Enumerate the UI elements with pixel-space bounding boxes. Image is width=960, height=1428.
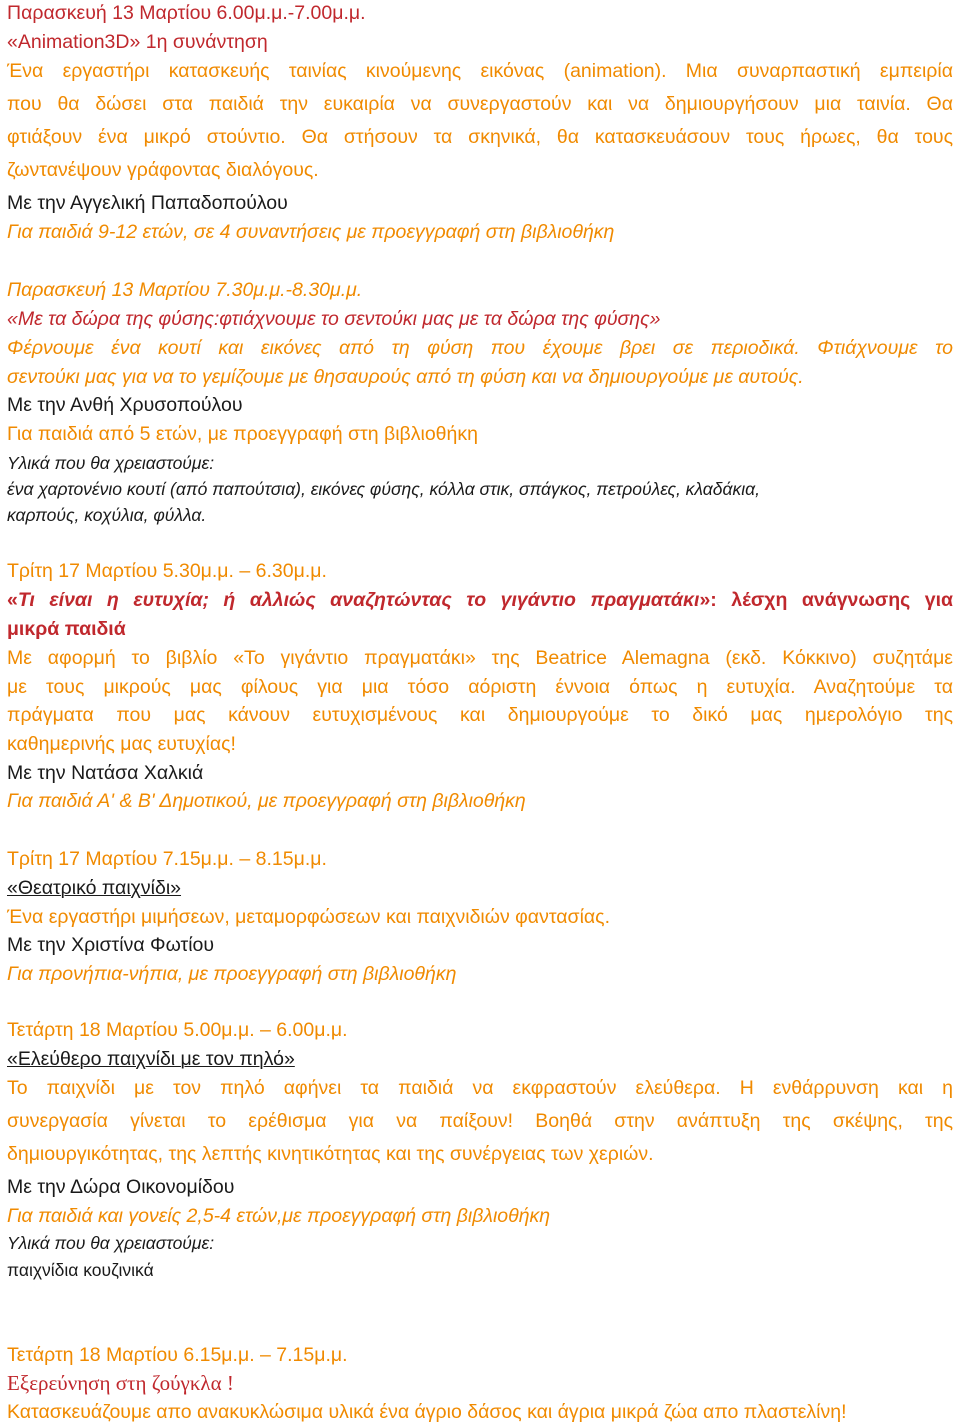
event-6-desc-line: Κατασκευάζουμε απο ανακυκλώσιμα υλικά ένα άγριο δάσος και άγρια μικρά ζώα απο πλαστελίνη! <box>7 1401 847 1423</box>
event-1-desc-line: ζωντανέψουν γράφοντας διαλόγους. <box>7 159 319 181</box>
event-2-desc-line: Φέρνουμε ένα κουτί και εικόνες από τη φύση που έχουμε βρει σε περιοδικά. Φτιάχνουμε το <box>7 337 953 359</box>
event-4-host: Με την Χριστίνα Φωτίου <box>7 934 215 956</box>
event-2-materials-label: Υλικά που θα χρειαστούμε: <box>7 453 215 473</box>
event-5-desc-line: συνεργασία γίνεται το ερέθισμα για να παίξουν! Βοηθά στην ανάπτυξη της σκέψης, της <box>7 1110 953 1132</box>
event-1-date: Παρασκευή 13 Μαρτίου 6.00μ.μ.-7.00μ.μ. <box>7 2 366 24</box>
event-4-desc-line: Ένα εργαστήρι μιμήσεων, μεταμορφώσεων και παιχνιδιών φαντασίας. <box>7 906 610 928</box>
event-5-date: Τετάρτη 18 Μαρτίου 5.00μ.μ. – 6.00μ.μ. <box>7 1019 348 1041</box>
event-2-desc-line: σεντούκι μας για να το γεμίζουμε με θησαυρούς από τη φύση και να δημιουργούμε με αυτούς. <box>7 366 804 388</box>
event-2-date: Παρασκευή 13 Μαρτίου 7.30μ.μ.-8.30μ.μ. <box>7 279 363 301</box>
event-2-materials-line: καρπούς, κοχύλια, φύλλα. <box>7 505 207 525</box>
event-5-desc-line: δημιουργικότητας, της λεπτής κινητικότητας και της συνέργειας των χεριών. <box>7 1143 654 1165</box>
event-5-host: Με την Δώρα Οικονομίδου <box>7 1176 235 1198</box>
event-3-audience: Για παιδιά Α' & Β' Δημοτικού, με προεγγραφή στη βιβλιοθήκη <box>7 790 526 812</box>
event-3-desc-line: πράγματα που μας κάνουν ευτυχισμένους και δημιουργούμε το δικό μας ημερολόγιο της <box>7 704 953 726</box>
event-3-title-rest: »: λέσχη ανάγνωσης για <box>699 589 953 611</box>
event-1-audience: Για παιδιά 9-12 ετών, σε 4 συναντήσεις με προεγγραφή στη βιβλιοθήκη <box>7 221 615 243</box>
event-3-host: Με την Νατάσα Χαλκιά <box>7 762 204 784</box>
event-2-title: «Με τα δώρα της φύσης:φτιάχνουμε το σεντούκι μας με τα δώρα της φύσης» <box>7 308 661 330</box>
event-1-desc-line: φτιάξουν ένα μικρό στούντιο. Θα στήσουν τα σκηνικά, θα κατασκευάσουν τους ήρωες, θα τους <box>7 126 953 148</box>
event-2-audience: Για παιδιά από 5 ετών, με προεγγραφή στη βιβλιοθήκη <box>7 423 478 445</box>
event-4-date: Τρίτη 17 Μαρτίου 7.15μ.μ. – 8.15μ.μ. <box>7 848 327 870</box>
event-3-desc-line: Με αφορμή το βιβλίο «Το γιγάντιο πραγματάκι» της Beatrice Alemagna (εκδ. Κόκκινο) συζητάμε <box>7 647 953 669</box>
event-3-date: Τρίτη 17 Μαρτίου 5.30μ.μ. – 6.30μ.μ. <box>7 560 327 582</box>
event-5-materials-label: Υλικά που θα χρειαστούμε: <box>7 1233 215 1253</box>
event-3-title-line2: μικρά παιδιά <box>7 618 126 640</box>
event-1-desc-line: που θα δώσει στα παιδιά την ευκαιρία να συνεργαστούν και να δημιουργήσουν μια ταινία. Θα <box>7 93 953 115</box>
event-3-title-italic: Τι είναι η ευτυχία; ή αλλιώς αναζητώντας το γιγάντιο πραγματάκι <box>17 589 700 611</box>
event-3-title-line1 <box>7 591 953 611</box>
event-3-desc-line: με τους μικρούς μας φίλους για μια τόσο αόριστη έννοια όπως η ευτυχία. Αναζητούμε τα <box>7 676 953 698</box>
event-2-host: Με την Ανθή Χρυσοπούλου <box>7 394 243 416</box>
event-6-date: Τετάρτη 18 Μαρτίου 6.15μ.μ. – 7.15μ.μ. <box>7 1344 348 1366</box>
event-3-desc-line: καθημερινής μας ευτυχίας! <box>7 733 236 755</box>
event-1-title: «Animation3D» 1η συνάντηση <box>7 31 268 53</box>
event-1-desc-line: Ένα εργαστήρι κατασκευής ταινίας κινούμενης εικόνας (animation). Μια συναρπαστική εμπειρία <box>7 60 953 82</box>
event-1-host: Με την Αγγελική Παπαδοπούλου <box>7 192 288 214</box>
event-6-title: Εξερεύνηση στη ζούγκλα ! <box>7 1371 234 1395</box>
event-4-title: «Θεατρικό παιχνίδι» <box>7 877 182 899</box>
event-5-materials-line: παιχνίδια κουζινικά <box>7 1260 154 1280</box>
event-5-desc-line: Το παιχνίδι με τον πηλό αφήνει τα παιδιά να εκφραστούν ελεύθερα. Η ενθάρρυνση και η <box>7 1077 953 1099</box>
event-4-audience: Για προνήπια-νήπια, με προεγγραφή στη βιβλιοθήκη <box>7 963 457 985</box>
event-2-materials-line: ένα χαρτονένιο κουτί (από παπούτσια), εικόνες φύσης, κόλλα στικ, σπάγκος, πετρούλες, κλαδάκια, <box>7 479 760 499</box>
event-5-audience: Για παιδιά και γονείς 2,5-4 ετών,με προεγγραφή στη βιβλιοθήκη <box>7 1205 551 1227</box>
event-3-title-open: « <box>7 589 18 611</box>
event-5-title: «Ελεύθερο παιχνίδι με τον πηλό» <box>7 1048 295 1070</box>
